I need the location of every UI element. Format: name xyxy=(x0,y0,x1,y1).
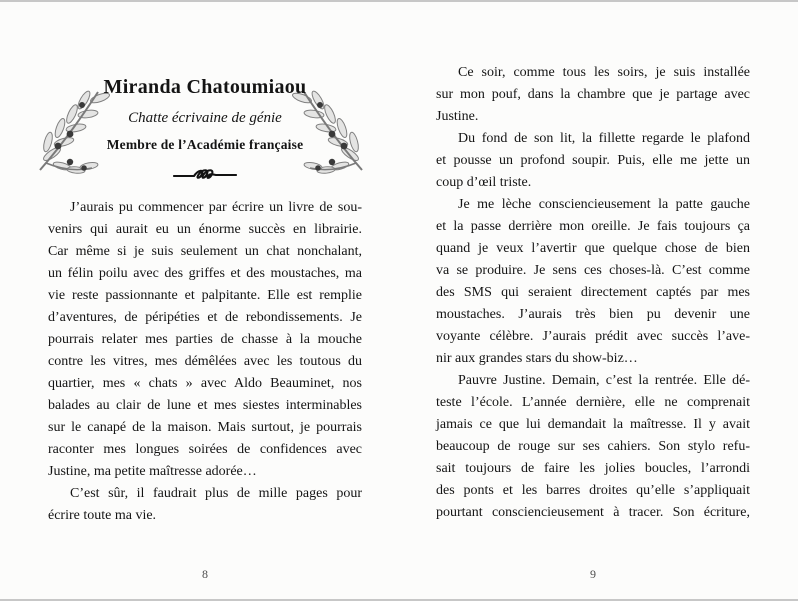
text-line: quand je veux l’avertir que quelque chose de bien xyxy=(436,241,750,256)
text-line: sur mon pouf, dans la chambre que je partage avec xyxy=(436,87,750,102)
text-line: teste l’école. L’année dernière, elle ne comprenait xyxy=(436,395,750,410)
text-line: Pauvre Justine. Demain, c’est la rentrée. Elle dé- xyxy=(458,373,750,388)
text-line: contre les vitres, mes démêlées avec les toutous du xyxy=(48,354,362,369)
right-page xyxy=(436,0,750,601)
text-line: voyante célèbre. J’aurais prédit avec succès l’ave- xyxy=(436,329,750,344)
chapter-affiliation: Membre de l’Académie française xyxy=(106,137,304,152)
text-line: venirs qui aurait eu un énorme succès en librairie. xyxy=(48,222,362,237)
text-line: Car même si je suis seulement un chat nonchalant, xyxy=(48,244,362,259)
text-line: moustaches. J’aurais très bien pu devenir une xyxy=(436,307,750,322)
text-line: raconter mes longues soirées de confidences avec xyxy=(48,442,362,457)
page-number-left: 8 xyxy=(202,567,208,581)
chapter-title: Miranda Chatoumiaou xyxy=(103,76,307,98)
knot-divider-ornament xyxy=(173,167,237,183)
text-line: et la passe derrière mon oreille. Je fais toujours ça xyxy=(436,219,750,234)
text-line: pourtant consciencieusement à tracer. Son écriture, xyxy=(436,505,750,520)
text-line: pourrais relater mes parties de chasse à la mouche xyxy=(48,332,362,347)
text-line: balades au clair de lune et mes siestes interminables xyxy=(48,398,362,413)
text-line: et pousse un profond soupir. Puis, elle me jette un xyxy=(436,153,750,168)
text-line: Justine, ma petite maîtresse adorée… xyxy=(48,464,257,479)
text-line: des SMS qui seraient directement captés par mes xyxy=(436,285,750,300)
text-line: coup d’œil triste. xyxy=(436,175,532,190)
text-line: écrire toute ma vie. xyxy=(48,508,157,523)
text-line: vie reste passionnante et palpitante. Elle est remplie xyxy=(48,288,362,303)
text-line: Ce soir, comme tous les soirs, je suis installée xyxy=(458,65,750,80)
text-line: J’aurais pu commencer par écrire un livre de sou- xyxy=(70,200,362,215)
text-line: quartier, mes « chats » avec Aldo Beauminet, nos xyxy=(48,376,362,391)
text-line: beaucoup de rouge sur ses cahiers. Son stylo refu- xyxy=(436,439,750,454)
text-line: jamais ce que lui demandait la maîtresse. Il y avait xyxy=(436,417,750,432)
text-line: Du fond de son lit, la fillette regarde le plafond xyxy=(458,131,750,146)
chapter-subtitle: Chatte écrivaine de génie xyxy=(128,110,282,126)
left-page-text xyxy=(48,197,362,527)
text-line: sur le canapé de la maison. Mais surtout, je pourrais xyxy=(48,420,362,435)
text-line: sait toujours de faire les jolies boucles, l’arrondi xyxy=(436,461,750,476)
text-line: nir aux grandes stars du show-biz… xyxy=(436,351,638,366)
text-line: d’aventures, de péripéties et de rebondissements. Je xyxy=(48,310,362,325)
text-line: des ponts et les barres droites qu’elle s’appliquait xyxy=(436,483,750,498)
text-line: va se produire. Je sens ces choses-là. C’est comme xyxy=(436,263,750,278)
text-line: un félin poilu avec des griffes et des moustaches, ma xyxy=(48,266,362,281)
right-page-text xyxy=(436,62,750,524)
left-page xyxy=(48,0,362,601)
page-number-right: 9 xyxy=(590,567,596,581)
text-line: C’est sûr, il faudrait plus de mille pages pour xyxy=(70,486,362,501)
text-line: Justine. xyxy=(436,109,479,124)
text-line: Je me lèche consciencieusement la patte gauche xyxy=(458,197,750,212)
